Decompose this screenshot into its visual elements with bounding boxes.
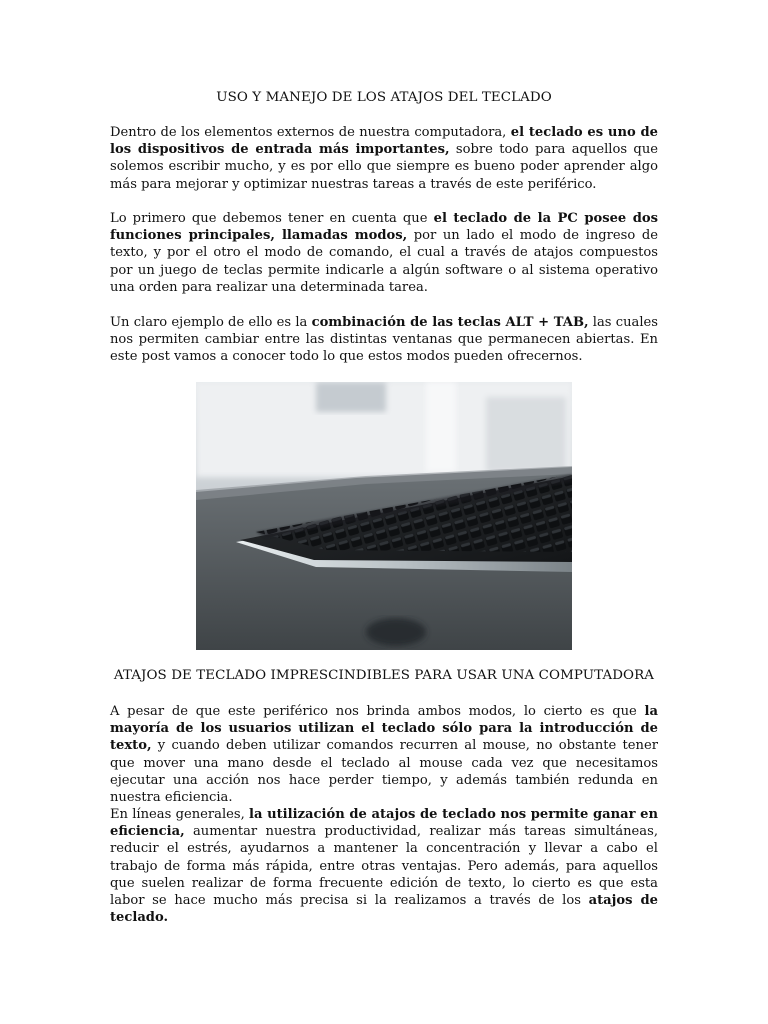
p3-text-c: las cuales nos permiten cambiar entre las distintas ventanas que permanecen abiertas. En este post vamos a conocer todo lo que estos modos pueden ofrecernos.	[110, 315, 658, 365]
p2-bold: el teclado de la PC posee dos funciones principales, llamadas modos,	[110, 211, 659, 244]
p4-text-c: y cuando deben utilizar comandos recurren al mouse, no obstante tener que mover una mano desde el teclado al mouse cada vez que necesitamos ejecutar una acción nos hace perder tiempo, y además también redunda en nuestra eficiencia.	[110, 738, 658, 806]
p5-text-c: aumentar nuestra productividad, realizar más tareas simultáneas, reducir el estrés, ayudarnos a mantener la concentración y llevar a cabo el trabajo de forma más rápida, entre otras ventajas. Pero además, para aquellos que suelen realizar de forma frecuente edición de texto, lo cierto es que esta labor se hace mucho más precisa si la realizamos a través de los	[110, 824, 658, 909]
document-title: USO Y MANEJO DE LOS ATAJOS DEL TECLADO	[216, 90, 552, 105]
p5-bold: la utilización de atajos de teclado nos permite ganar en eficiencia,	[110, 807, 658, 840]
p3-text-a: Un claro ejemplo de ello es la	[110, 315, 312, 330]
paragraph-modes	[110, 210, 658, 296]
p2-text-c: por un lado el modo de ingreso de texto, y por el otro el modo de comando, el cual a través de atajos compuestos por un juego de teclas permite indicarle a algún software o al sistema operativo una orden para realizar una determinada tarea.	[110, 228, 658, 295]
paragraph-example	[110, 314, 658, 366]
p1-bold: el teclado es uno de los dispositivos de entrada más importantes,	[110, 125, 658, 158]
p1-text-a: Dentro de los elementos externos de nuestra computadora,	[110, 125, 511, 140]
p1-text-c: sobre todo para aquellos que solemos escribir mucho, y es por ello que siempre es bueno poder aprender algo más para mejorar y optimizar nuestras tareas a través de este periférico.	[110, 142, 658, 192]
p5-text-a: En líneas generales,	[110, 807, 250, 822]
paragraph-intro	[110, 124, 658, 193]
p2-text-a: Lo primero que debemos tener en cuenta que	[110, 211, 434, 226]
p4-text-a: A pesar de que este periférico nos brinda ambos modos, lo cierto es que	[110, 704, 645, 719]
paragraph-usage	[110, 703, 658, 806]
p5-bold-end: atajos de teclado.	[110, 893, 659, 926]
keyboard-photo	[196, 382, 572, 650]
section-title: ATAJOS DE TECLADO IMPRESCINDIBLES PARA USAR UNA COMPUTADORA	[113, 668, 655, 683]
p3-bold: combinación de las teclas ALT + TAB,	[311, 315, 589, 330]
paragraph-benefits	[110, 806, 658, 926]
p4-bold: la mayoría de los usuarios utilizan el teclado sólo para la introducción de texto,	[110, 704, 658, 754]
